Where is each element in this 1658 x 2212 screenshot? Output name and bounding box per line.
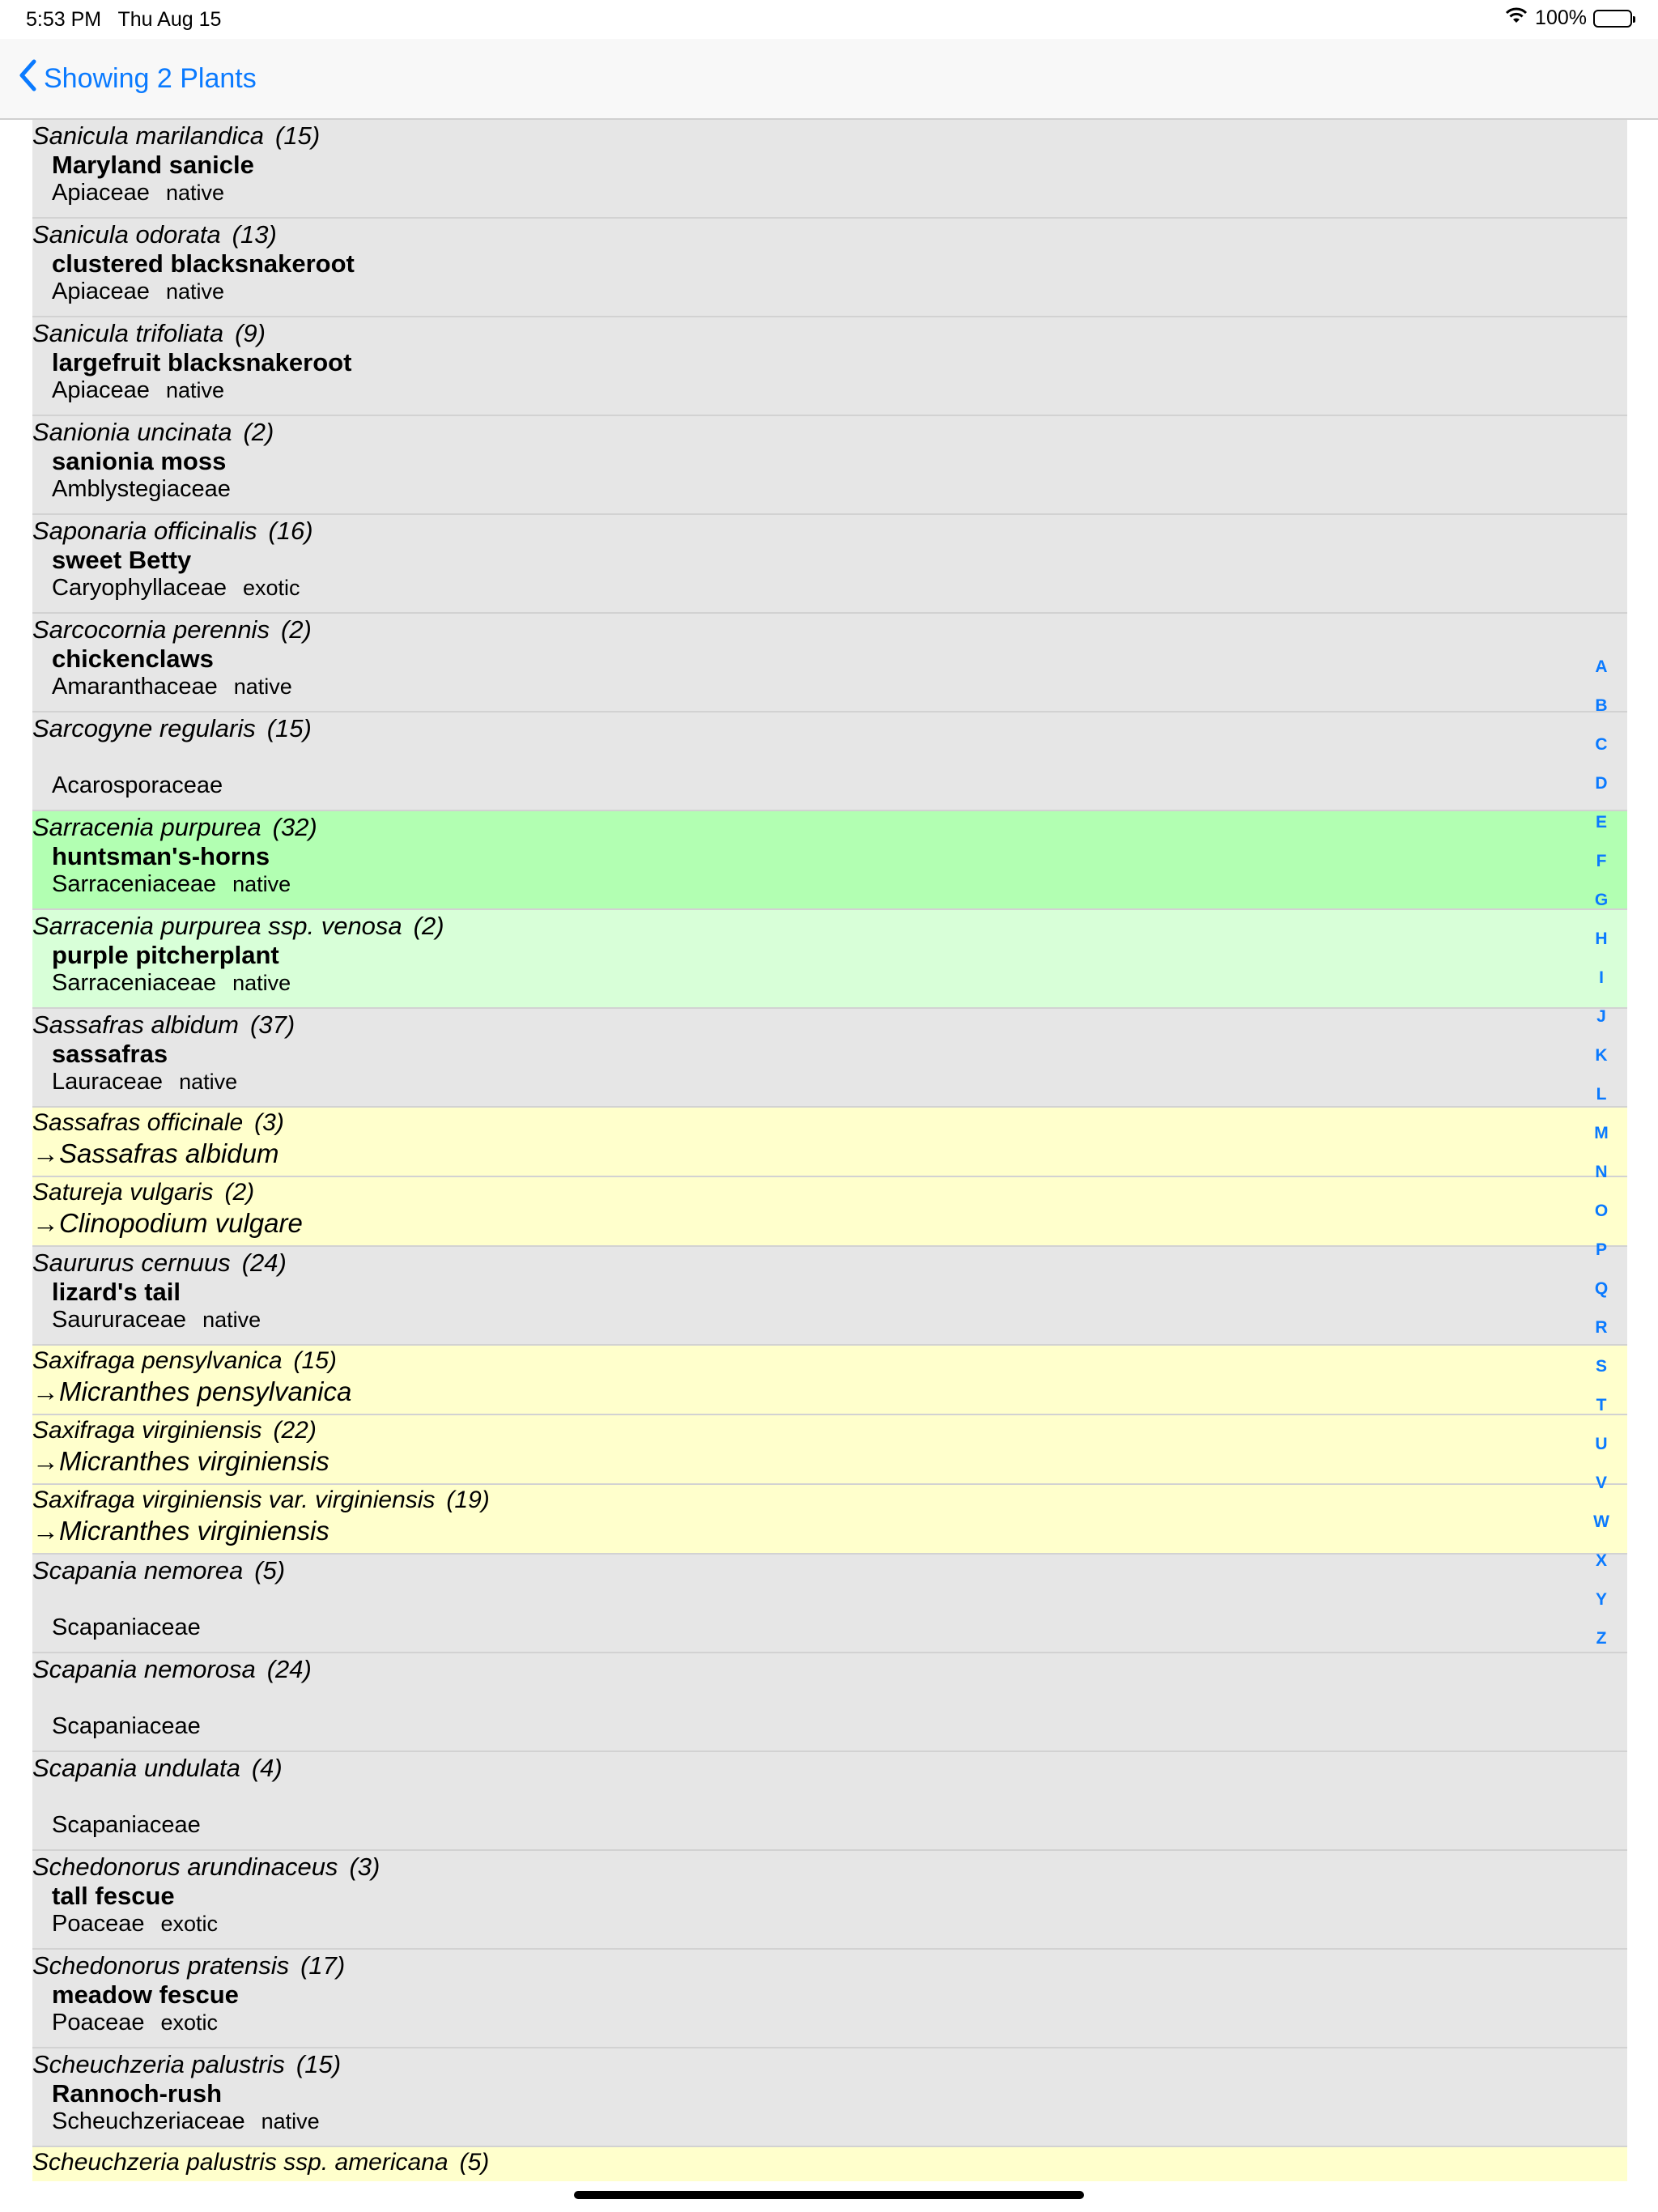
observation-count: (2) [243,418,274,446]
scientific-name-text: Schedonorus arundinaceus [32,1853,338,1881]
native-status: native [202,1308,261,1332]
scientific-name-text: Saxifraga pensylvanica [32,1347,283,1374]
scientific-name [32,714,312,743]
common-name: Rannoch-rush [52,2079,223,2108]
synonym-row[interactable] [32,1346,1627,1415]
family-name: Apiaceae [52,279,150,304]
plant-row[interactable] [32,614,1627,713]
family-line [52,772,239,799]
plant-row[interactable] [32,713,1627,811]
accepted-name-link: →Micranthes virginiensis [32,1446,329,1476]
scientific-name-text: Sarracenia purpurea [32,813,261,841]
observation-count: (32) [272,813,317,841]
accepted-name-link: →Micranthes pensylvanica [32,1376,352,1406]
observation-count: (15) [295,2050,342,2078]
scientific-name [32,220,277,249]
observation-count: (19) [446,1487,490,1513]
scientific-name-text: Sarcogyne regularis [32,714,256,742]
scientific-name [32,319,266,348]
observation-count: (2) [224,1179,255,1206]
index-letter-s[interactable]: S [1595,1357,1607,1376]
scientific-name-text: Saxifraga virginiensis var. virginiensis [32,1487,436,1513]
scientific-name-text: Sarracenia purpurea ssp. venosa [32,912,402,940]
plant-row[interactable] [32,910,1627,1009]
observation-count: (5) [459,2149,490,2176]
scientific-name [32,1655,312,1684]
observation-count: (9) [235,319,266,347]
battery-icon [1593,10,1632,28]
alphabet-index[interactable] [1585,648,1618,1658]
common-name: tall fescue [52,1882,175,1910]
plant-row[interactable] [32,1752,1627,1851]
scientific-name [32,2149,489,2176]
scientific-name [32,1853,380,1882]
scientific-name-text: Satureja vulgaris [32,1179,214,1206]
native-status: native [232,872,291,896]
family-line [52,476,247,503]
common-name: purple pitcherplant [52,941,279,969]
observation-count: (22) [273,1417,317,1444]
index-letter-v[interactable]: V [1595,1474,1607,1492]
native-status: exotic [160,2010,219,2035]
index-letter-p[interactable]: P [1595,1240,1607,1259]
index-letter-h[interactable]: H [1595,929,1608,948]
synonym-row[interactable] [32,1108,1627,1177]
index-letter-i[interactable]: I [1599,968,1604,987]
synonym-row[interactable] [32,1177,1627,1247]
family-name: Scapaniaceae [52,1812,201,1838]
home-indicator [574,2191,1084,2199]
scientific-name-text: Scheuchzeria palustris ssp. americana [32,2149,449,2176]
common-name: Maryland sanicle [52,151,254,179]
observation-count: (5) [254,1556,286,1585]
plant-row[interactable] [32,317,1627,416]
scientific-name-text: Schedonorus pratensis [32,1951,290,1980]
index-letter-j[interactable]: J [1596,1007,1606,1026]
common-name: sassafras [52,1040,168,1068]
status-bar [0,0,1658,39]
scientific-name-text: Sanicula odorata [32,220,221,249]
accepted-name-link: →Micranthes virginiensis [32,1516,329,1546]
plant-row[interactable] [32,1653,1627,1752]
index-letter-x[interactable]: X [1595,1551,1607,1570]
native-status: native [179,1070,238,1094]
family-line [52,1812,217,1839]
family-line [52,1713,217,1740]
family-line [52,970,291,997]
index-letter-n[interactable]: N [1595,1163,1608,1181]
native-status: native [232,971,291,995]
common-name: huntsman's-horns [52,842,270,870]
observation-count: (17) [300,1951,346,1980]
family-name: Sarraceniaceae [52,970,217,996]
plant-row[interactable] [32,515,1627,614]
index-letter-q[interactable]: Q [1594,1279,1609,1298]
observation-count: (16) [268,517,313,545]
family-line [52,674,292,700]
observation-count: (15) [293,1347,337,1374]
scientific-name [32,813,317,842]
common-name: sanionia moss [52,447,227,475]
common-name: lizard's tail [52,1278,181,1306]
family-name: Amaranthaceae [52,674,218,700]
index-letter-a[interactable]: A [1595,657,1608,676]
family-name: Apiaceae [52,377,150,403]
scientific-name-text: Sarcocornia perennis [32,615,270,644]
observation-count: (13) [232,220,277,249]
index-letter-y[interactable]: Y [1595,1590,1607,1609]
family-name: Lauraceae [52,1069,164,1095]
plant-row[interactable] [32,1009,1627,1108]
plant-list[interactable] [32,120,1627,2181]
scientific-name-text: Scapania nemorea [32,1556,244,1585]
native-status: exotic [243,576,300,600]
scientific-name [32,1347,337,1375]
common-name: largefruit blacksnakeroot [52,348,352,376]
family-name: Amblystegiaceae [52,476,231,502]
status-indicators [1504,6,1632,30]
plant-row[interactable] [32,120,1627,219]
family-name: Caryophyllaceae [52,575,227,601]
family-name: Scapaniaceae [52,1614,201,1640]
family-line [52,279,224,305]
observation-count: (4) [251,1754,283,1782]
family-line [52,180,224,206]
observation-count: (24) [241,1249,287,1277]
family-name: Sarraceniaceae [52,871,217,897]
chevron-left-icon [18,58,37,100]
scientific-name-text: Scheuchzeria palustris [32,2050,285,2078]
scientific-name-text: Saururus cernuus [32,1249,231,1277]
common-name: sweet Betty [52,546,192,574]
family-name: Poaceae [52,2010,145,2035]
synonym-row[interactable] [32,2147,1627,2181]
family-line [52,2108,320,2135]
scientific-name-text: Sanicula trifoliata [32,319,224,347]
accepted-name-link: →Clinopodium vulgare [32,1208,303,1238]
observation-count: (24) [266,1655,312,1683]
family-name: Acarosporaceae [52,772,223,798]
scientific-name-text: Sanionia uncinata [32,418,232,446]
index-letter-t[interactable]: T [1596,1396,1607,1414]
scientific-name-text: Sassafras albidum [32,1010,240,1039]
plant-row[interactable] [32,1555,1627,1653]
accepted-name-link: →Sassafras albidum [32,1138,279,1168]
observation-count: (2) [280,615,312,644]
index-letter-k[interactable]: K [1595,1046,1608,1065]
family-line [52,1307,261,1334]
scientific-name [32,1754,283,1783]
family-name: Apiaceae [52,180,150,206]
scientific-name [32,615,312,644]
status-time [26,8,221,32]
index-letter-g[interactable]: G [1594,891,1609,909]
native-status: exotic [160,1912,219,1936]
plant-row[interactable] [32,219,1627,317]
common-name: clustered blacksnakeroot [52,249,355,278]
index-letter-r[interactable]: R [1595,1318,1608,1337]
scientific-name-text: Sassafras officinale [32,1109,244,1136]
index-letter-o[interactable]: O [1594,1202,1609,1220]
common-name: chickenclaws [52,644,214,673]
scientific-name [32,2050,341,2079]
native-status: native [233,674,292,699]
index-letter-f[interactable]: F [1596,852,1607,870]
wifi-icon [1504,6,1528,30]
scientific-name [32,1109,284,1137]
scientific-name-text: Saponaria officinalis [32,517,257,545]
observation-count: (3) [349,1853,380,1881]
scientific-name-text: Scapania nemorosa [32,1655,256,1683]
plant-row[interactable] [32,811,1627,910]
plant-row[interactable] [32,1851,1627,1950]
index-letter-m[interactable]: M [1594,1124,1609,1142]
scientific-name [32,1417,317,1444]
observation-count: (2) [413,912,444,940]
scientific-name [32,1951,345,1980]
battery-percent: 100% [1535,6,1587,29]
scientific-name [32,418,274,447]
common-name: meadow fescue [52,1980,239,2009]
index-letter-d[interactable]: D [1595,774,1608,793]
native-status: native [165,378,224,402]
index-letter-b[interactable]: B [1595,696,1608,715]
index-letter-e[interactable]: E [1595,813,1607,832]
family-line [52,1069,237,1095]
scientific-name [32,1556,285,1585]
synonym-row[interactable] [32,1415,1627,1485]
status-clock: 5:53 PM [26,8,102,31]
scientific-name [32,912,444,941]
plant-row[interactable] [32,416,1627,515]
scientific-name-text: Sanicula marilandica [32,121,265,150]
observation-count: (15) [275,121,321,150]
index-letter-l[interactable]: L [1596,1085,1607,1104]
native-status: native [165,279,224,304]
status-date: Thu Aug 15 [117,8,222,31]
family-name: Scapaniaceae [52,1713,201,1739]
scientific-name-text: Scapania undulata [32,1754,240,1782]
back-button[interactable] [18,58,257,100]
plant-row[interactable] [32,1950,1627,2048]
native-status: native [261,2109,320,2133]
family-line [52,2010,218,2036]
synonym-row[interactable] [32,1485,1627,1555]
scientific-name [32,1010,295,1040]
family-name: Poaceae [52,1911,145,1937]
index-letter-z[interactable]: Z [1596,1629,1607,1648]
family-line [52,377,224,404]
family-line [52,1614,217,1641]
family-name: Saururaceae [52,1307,187,1333]
family-name: Scheuchzeriaceae [52,2108,245,2134]
plant-row[interactable] [32,2048,1627,2147]
scientific-name-text: Saxifraga virginiensis [32,1417,262,1444]
scientific-name [32,517,313,546]
observation-count: (37) [250,1010,295,1039]
observation-count: (15) [266,714,312,742]
plant-row[interactable] [32,1247,1627,1346]
scientific-name [32,1249,287,1278]
observation-count: (3) [254,1109,284,1136]
index-letter-u[interactable]: U [1595,1435,1608,1453]
index-letter-w[interactable]: W [1593,1512,1609,1531]
family-line [52,871,291,898]
back-button-label: Showing 2 Plants [44,63,257,94]
scientific-name [32,1179,254,1206]
family-line [52,1911,218,1938]
navigation-bar [0,39,1658,120]
scientific-name [32,1487,490,1514]
native-status: native [165,181,224,205]
scientific-name [32,121,320,151]
family-line [52,575,300,602]
index-letter-c[interactable]: C [1595,735,1608,754]
